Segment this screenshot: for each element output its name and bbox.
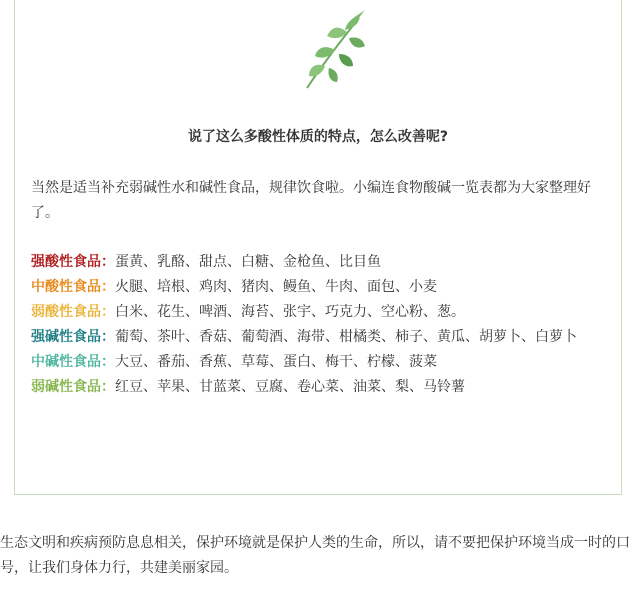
food-row-weak-acid [31,300,611,325]
food-row-strong-alkaline [31,325,611,350]
food-row-weak-alkaline [31,375,611,400]
category-label: 强碱性食品： [31,329,115,345]
food-row-medium-alkaline [31,350,611,375]
category-label: 强酸性食品： [31,254,115,270]
intro-paragraph: 当然是适当补充弱碱性水和碱性食品，规律饮食啦。小编连食物酸碱一览表都为大家整理好了。 [31,180,591,221]
leaf-branch-icon [297,10,367,94]
category-items: 红豆、苹果、甘蓝菜、豆腐、卷心菜、油菜、梨、马铃薯 [115,379,465,395]
section-heading: 说了这么多酸性体质的特点，怎么改善呢? [187,129,449,145]
footer-paragraph: 生态文明和疾病预防息息相关，保护环境就是保护人类的生命，所以，请不要把保护环境当成一时的口号，让我们身体力行，共建美丽家园。 [0,535,630,576]
category-items: 火腿、培根、鸡肉、猪肉、鳗鱼、牛肉、面包、小麦 [115,279,437,295]
category-label: 弱碱性食品： [31,379,115,395]
category-items: 蛋黄、乳酪、甜点、白糖、金枪鱼、比目鱼 [115,254,381,270]
category-label: 中碱性食品： [31,354,115,370]
category-label: 弱酸性食品： [31,304,115,320]
category-label: 中酸性食品： [31,279,115,295]
content-card [14,0,622,495]
category-items: 白米、花生、啤酒、海苔、张宇、巧克力、空心粉、葱。 [115,304,465,320]
food-row-strong-acid [31,250,611,275]
category-items: 大豆、番茄、香蕉、草莓、蛋白、梅干、柠檬、菠菜 [115,354,437,370]
category-items: 葡萄、茶叶、香菇、葡萄酒、海带、柑橘类、柿子、黄瓜、胡萝卜、白萝卜 [115,329,577,345]
food-list [31,250,611,400]
food-row-medium-acid [31,275,611,300]
